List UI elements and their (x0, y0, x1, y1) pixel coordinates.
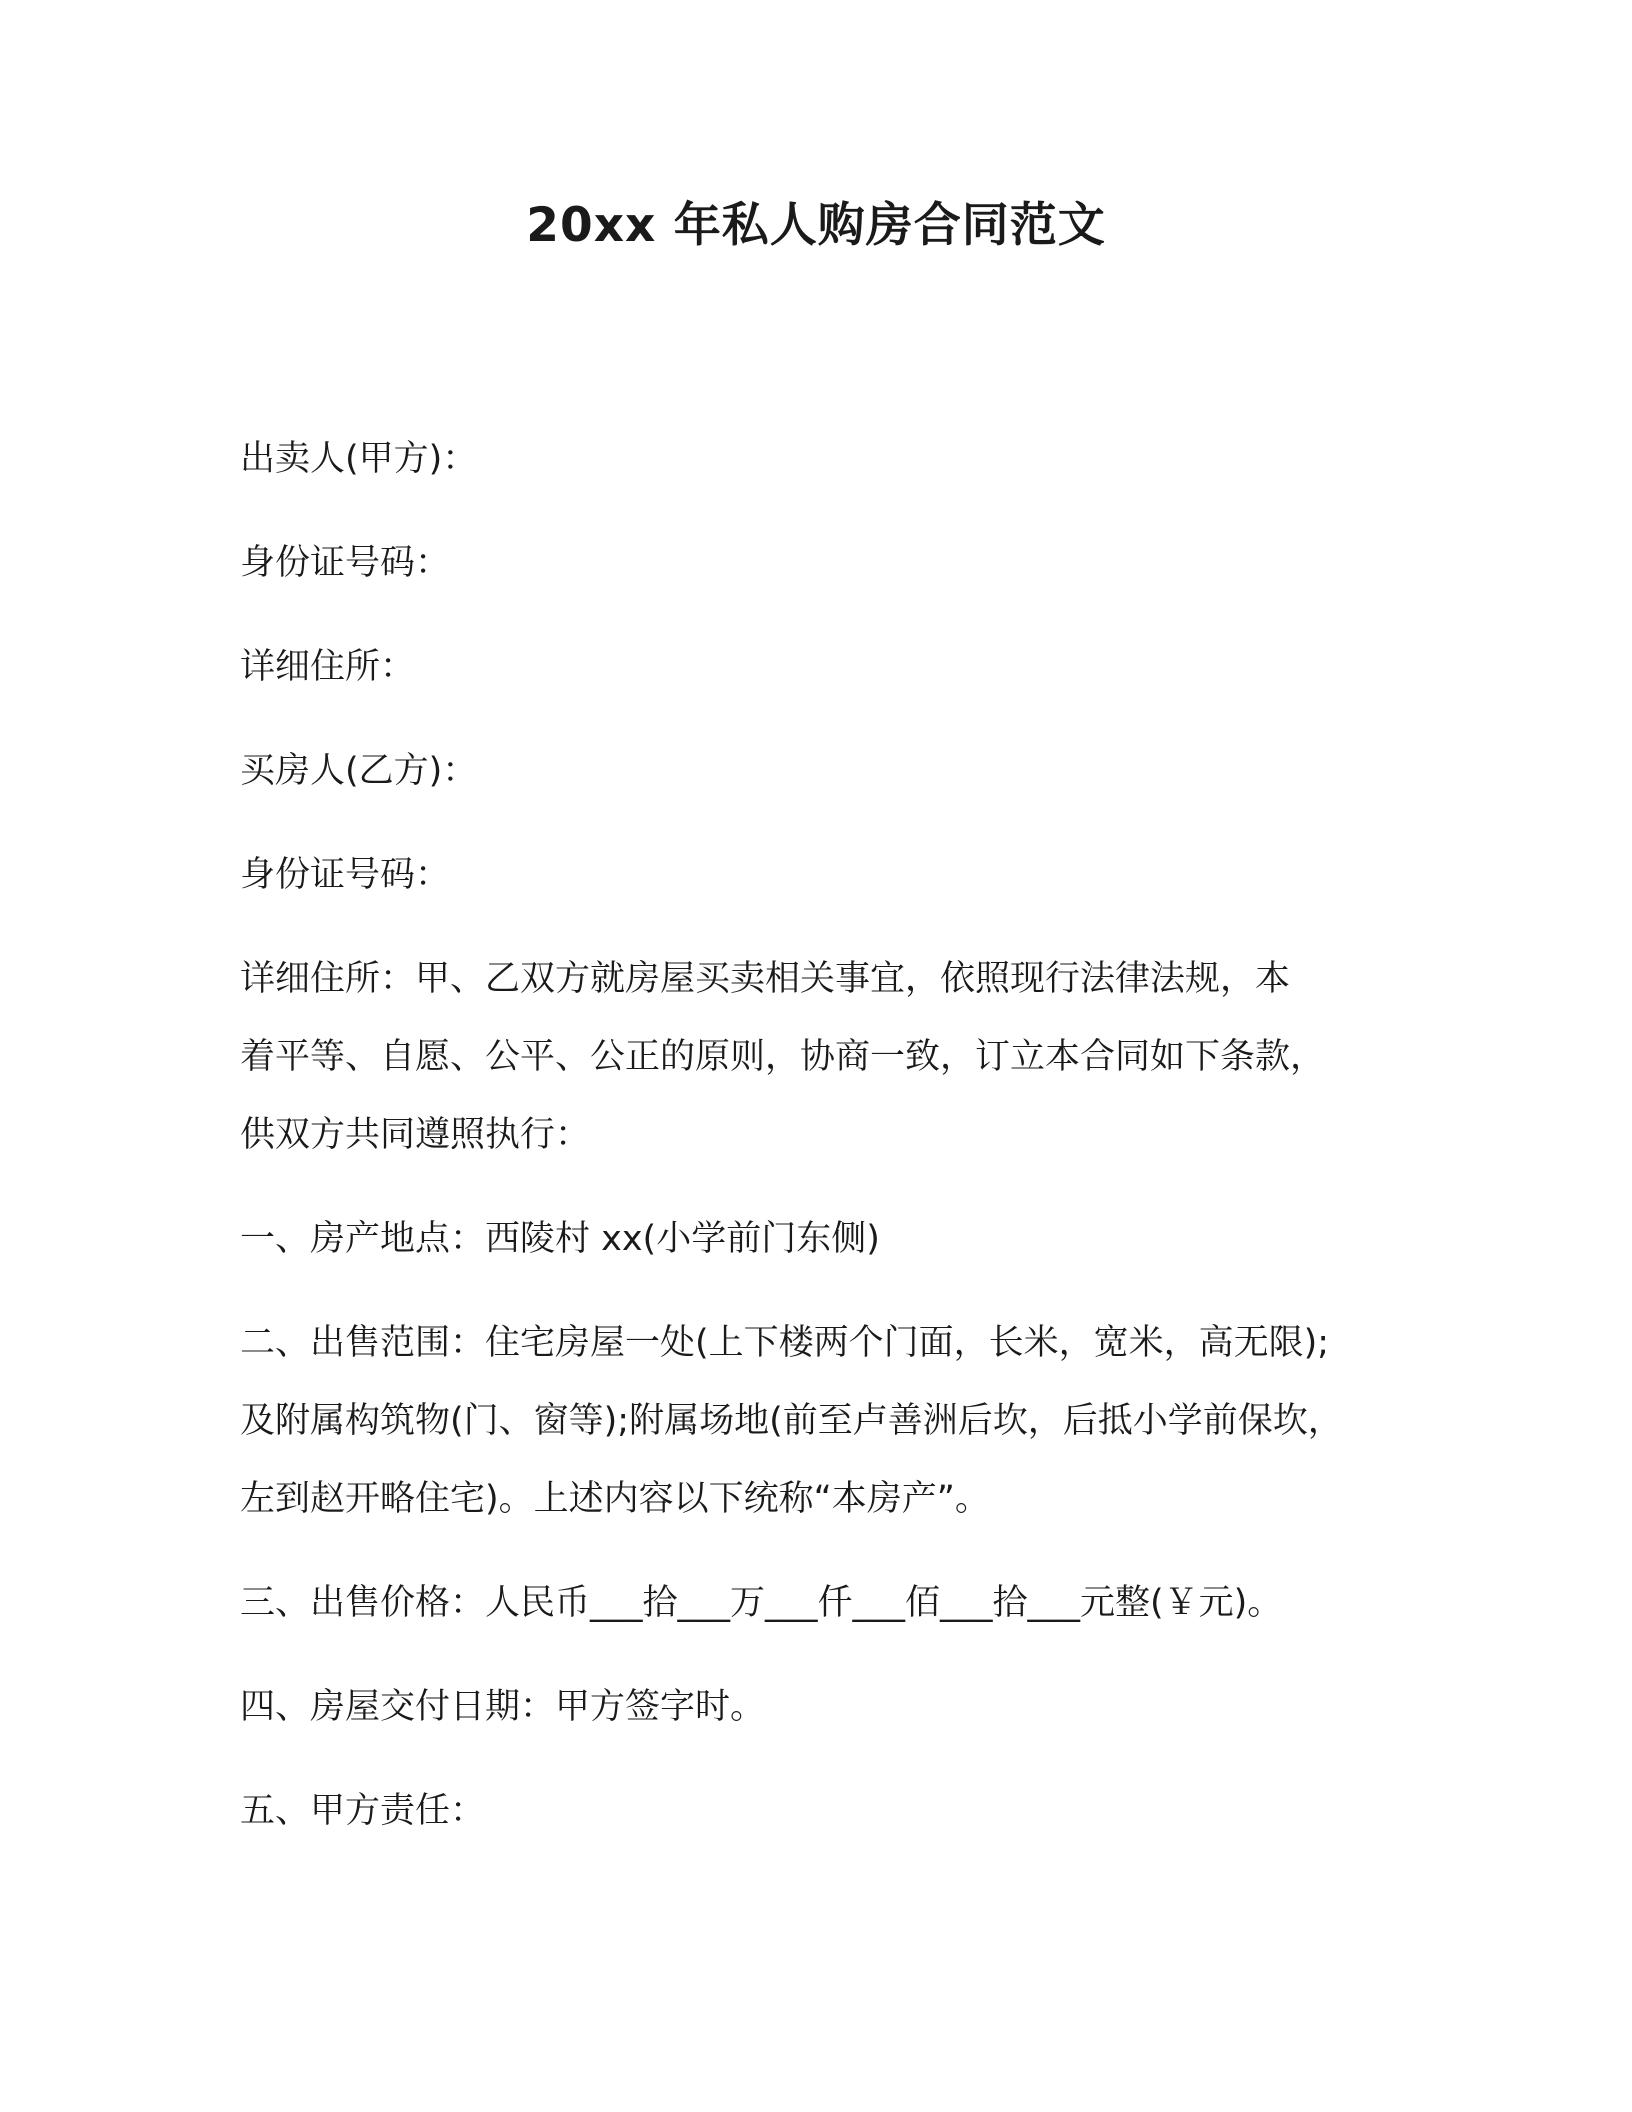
document-body (240, 420, 1410, 1876)
seller-address-field (240, 628, 1410, 706)
paragraph-line: 四、房屋交付日期：甲方签字时。 (240, 1687, 766, 1727)
paragraph-line: 一、房产地点：西陵村 xx(小学前门东侧) (240, 1219, 880, 1259)
buyer-field (240, 732, 1410, 810)
paragraph-line: 详细住所：甲、乙双方就房屋买卖相关事宜，依照现行法律法规，本 (240, 959, 1291, 999)
paragraph-line: 着平等、自愿、公平、公正的原则，协商一致，订立本合同如下条款， (240, 1037, 1326, 1077)
paragraph-line: 买房人(乙方)： (240, 751, 478, 791)
paragraph-line: 出卖人(甲方)： (240, 439, 478, 479)
paragraph-line: 供双方共同遵照执行： (240, 1115, 591, 1155)
clause-1-location (240, 1200, 1410, 1278)
paragraph-line: 三、出售价格：人民币___拾___万___仟___佰___拾___元整(￥元)。 (240, 1583, 1283, 1623)
clause-3-price (240, 1564, 1410, 1642)
document-title: 20xx 年私人购房合同范文 (526, 198, 1106, 253)
clause-4-delivery-date (240, 1668, 1410, 1746)
buyer-address-preamble (240, 940, 1410, 1174)
paragraph-line: 身份证号码： (240, 855, 451, 895)
clause-2-scope (240, 1304, 1410, 1538)
paragraph-line: 及附属构筑物(门、窗等);附属场地(前至卢善洲后坎，后抵小学前保坎， (240, 1401, 1343, 1441)
paragraph-line: 二、出售范围：住宅房屋一处(上下楼两个门面，长米，宽米，高无限); (240, 1323, 1330, 1363)
seller-field (240, 420, 1410, 498)
paragraph-line: 左到赵开略住宅)。上述内容以下统称“本房产”。 (240, 1479, 990, 1519)
seller-id-field (240, 524, 1410, 602)
buyer-id-field (240, 836, 1410, 914)
paragraph-line: 身份证号码： (240, 543, 451, 583)
paragraph-line: 五、甲方责任： (240, 1791, 486, 1831)
paragraph-line: 详细住所： (240, 647, 416, 687)
clause-5-seller-duties (240, 1772, 1410, 1850)
